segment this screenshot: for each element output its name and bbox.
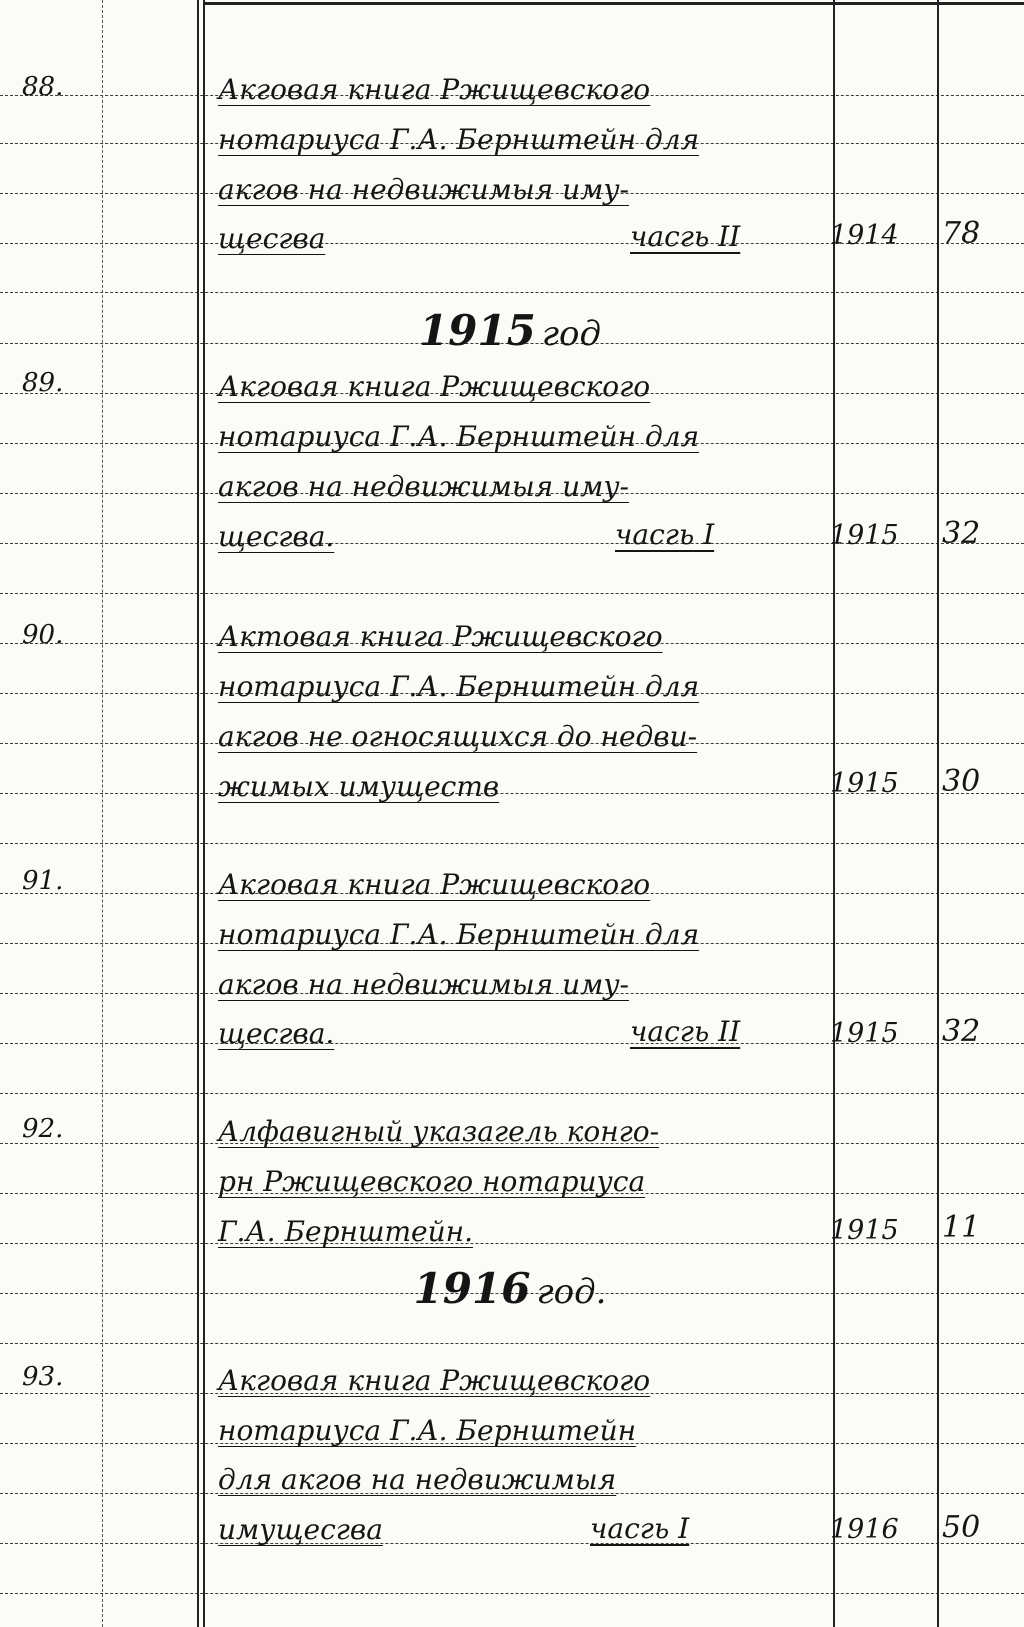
ruled-line xyxy=(0,1093,1024,1094)
entry-title-line: акгов на недвижимыя иму- xyxy=(218,173,630,206)
entry-title-line: акгов не огносящихся до недви- xyxy=(218,720,698,753)
entry-sheets: 32 xyxy=(942,516,981,551)
column-line-number xyxy=(102,0,103,1627)
entry-number: 88. xyxy=(22,72,64,102)
entry-title-line: Г.А. Бернштейн. xyxy=(218,1215,473,1248)
year-heading-number: 1915 xyxy=(418,306,536,355)
entry-part: часгь II xyxy=(630,1015,741,1048)
top-border xyxy=(205,2,1024,5)
entry-title-line: щесгва. xyxy=(218,520,335,553)
entry-year: 1914 xyxy=(830,220,899,251)
entry-sheets: 78 xyxy=(942,216,981,251)
entry-title-line: нотариуса Г.А. Бернштейн xyxy=(218,1414,637,1447)
entry-title-line: жимых имуществ xyxy=(218,770,500,803)
entry-title-line: нотариуса Г.А. Бернштейн для xyxy=(218,670,700,703)
entry-title-line: для акгов на недвижимыя xyxy=(218,1463,617,1496)
entry-number: 92. xyxy=(22,1114,64,1144)
column-line-title-left-double xyxy=(203,0,205,1627)
entry-title-line: рн Ржищевского нотариуса xyxy=(218,1165,646,1198)
entry-year: 1915 xyxy=(830,520,899,551)
ruled-line xyxy=(0,1343,1024,1344)
column-line-sheets xyxy=(937,0,939,1627)
entry-title-line: Акговая книга Ржищевского xyxy=(218,868,651,901)
year-heading xyxy=(300,1264,720,1313)
entry-year: 1915 xyxy=(830,1018,899,1049)
entry-title-line: имущесгва xyxy=(218,1513,383,1546)
entry-number: 91. xyxy=(22,866,64,896)
year-heading-number: 1916 xyxy=(413,1264,531,1313)
year-heading-label: год xyxy=(541,314,602,354)
entry-sheets: 50 xyxy=(942,1510,981,1545)
year-heading-label: год. xyxy=(536,1272,607,1312)
entry-title-line: нотариуса Г.А. Бернштейн для xyxy=(218,123,700,156)
entry-part: часгь II xyxy=(630,220,741,253)
entry-title-line: нотариуса Г.А. Бернштейн для xyxy=(218,420,700,453)
entry-title-line: акгов на недвижимыя иму- xyxy=(218,968,630,1001)
entry-title-line: Акговая книга Ржищевского xyxy=(218,73,651,106)
entry-sheets: 30 xyxy=(942,764,981,799)
entry-title-line: щесгва xyxy=(218,222,326,255)
entry-number: 93. xyxy=(22,1362,64,1392)
entry-title-line: Алфавигный указагель конго- xyxy=(218,1115,660,1148)
entry-title-line: щесгва. xyxy=(218,1017,335,1050)
entry-number: 89. xyxy=(22,368,64,398)
entry-title-line: Актовая книга Ржищевского xyxy=(218,620,663,653)
entry-year: 1916 xyxy=(830,1514,899,1545)
entry-number: 90. xyxy=(22,620,64,650)
entry-sheets: 11 xyxy=(942,1210,981,1245)
ruled-line xyxy=(0,593,1024,594)
entry-sheets: 32 xyxy=(942,1014,981,1049)
ruled-line xyxy=(0,843,1024,844)
entry-title-line: Акговая книга Ржищевского xyxy=(218,370,651,403)
ruled-line xyxy=(0,292,1024,293)
year-heading xyxy=(300,306,720,355)
entry-title-line: акгов на недвижимыя иму- xyxy=(218,470,630,503)
entry-year: 1915 xyxy=(830,1215,899,1246)
entry-year: 1915 xyxy=(830,768,899,799)
entry-part: часгь I xyxy=(590,1512,690,1545)
ruled-line xyxy=(0,1593,1024,1594)
entry-part: часгь I xyxy=(615,518,715,551)
entry-title-line: нотариуса Г.А. Бернштейн для xyxy=(218,918,700,951)
column-line-title-left xyxy=(197,0,199,1627)
entry-title-line: Акговая книга Ржищевского xyxy=(218,1364,651,1397)
